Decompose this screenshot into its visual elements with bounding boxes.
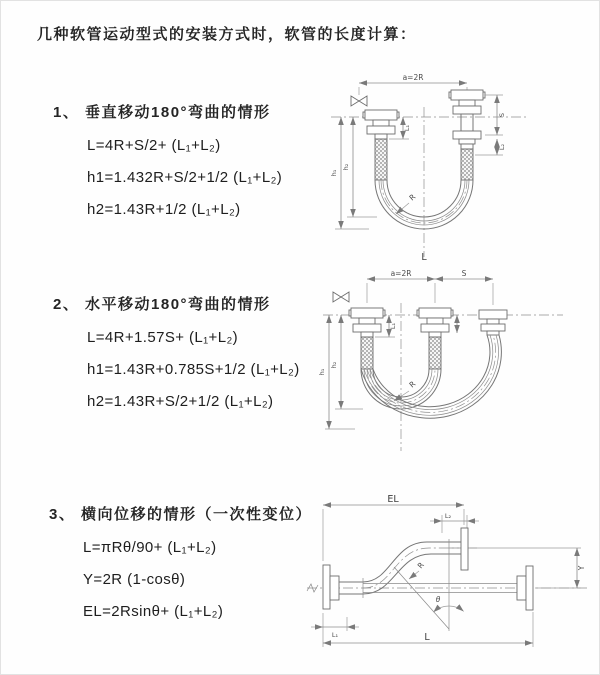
hose-s-curve [363, 542, 461, 594]
length-label: L [421, 252, 427, 263]
left-flange-fitting [349, 308, 385, 369]
dim-label-s: S [461, 269, 467, 278]
diagram-lateral-displacement [299, 491, 594, 656]
section-1-heading: 1、 垂直移动180°弯曲的情形 [53, 104, 271, 121]
formula-line: L=4R+1.57S+ (L₁+L₂) [87, 329, 239, 346]
dim-label-l2: L₂ [498, 143, 506, 151]
dim-label-h1: h₁ [330, 169, 338, 177]
section-2-heading: 2、 水平移动180°弯曲的情形 [53, 296, 271, 313]
dim-l1 [311, 617, 359, 639]
dim-h1 [318, 315, 355, 429]
formula-line: L=πRθ/90+ (L₁+L₂) [83, 539, 217, 556]
left-flange-fitting [323, 565, 363, 609]
dim-label-s: S [498, 112, 506, 118]
radius-label: R [407, 192, 418, 203]
diagram-vertical-180-bend [317, 71, 564, 263]
angle-construction [394, 539, 464, 631]
formula-line: L=4R+S/2+ (L₁+L₂) [87, 137, 221, 154]
dim-h1 [330, 117, 369, 229]
right-flange-fitting [449, 90, 485, 180]
formula-line: EL=2Rsinθ+ (L₁+L₂) [83, 603, 224, 620]
dim-label-l2: L₂ [444, 512, 452, 520]
radius-label: R [407, 379, 418, 390]
dim-l [323, 612, 533, 647]
dim-label-l1: L₁ [331, 631, 339, 639]
dim-el [323, 494, 464, 561]
dim-s [435, 269, 493, 279]
section-vertical-movement [53, 101, 353, 226]
section-2-formulas [53, 322, 353, 418]
valve-icon [351, 96, 367, 106]
angle-label: θ [435, 595, 441, 604]
dim-l2 [430, 512, 479, 535]
dim-l2 [475, 139, 506, 155]
dim-label-a2r: a=2R [390, 269, 412, 278]
formula-line: h2=1.43R+1/2 (L₁+L₂) [87, 201, 241, 218]
dim-label-l1: L₁ [389, 322, 397, 330]
dim-label-l: L [424, 632, 430, 643]
dim-label-h2: h₂ [330, 361, 338, 369]
dim-label-l1: L₁ [403, 124, 411, 132]
dim-label-h1: h₁ [318, 368, 326, 376]
dim-label-a2r: a=2R [402, 73, 424, 82]
dim-s [485, 95, 506, 135]
displaced-flange-fitting [479, 310, 507, 335]
section-horizontal-movement [53, 293, 353, 418]
valve-icon [333, 292, 349, 302]
dim-label-el: EL [387, 494, 399, 505]
dim-a2r [367, 269, 435, 279]
middle-flange-fitting [417, 308, 453, 369]
section-3-heading: 3、 横向位移的情形（一次性变位） [49, 506, 313, 523]
formula-line: Y=2R (1-cosθ) [83, 571, 186, 588]
formula-line: h1=1.432R+S/2+1/2 (L₁+L₂) [87, 169, 283, 186]
upper-right-flange [449, 528, 477, 570]
dim-label-h2: h₂ [342, 163, 350, 171]
radius-callout [396, 192, 417, 214]
formula-line: h2=1.43R+S/2+1/2 (L₁+L₂) [87, 393, 274, 410]
break-mark [307, 584, 318, 592]
radius-label: R [415, 560, 426, 571]
page-title: 几种软管运动型式的安装方式时，软管的长度计算： [37, 26, 417, 43]
radius-callout [409, 561, 426, 579]
diagram-horizontal-180-bend [311, 267, 573, 457]
formula-line: h1=1.43R+0.785S+1/2 (L₁+L₂) [87, 361, 300, 378]
left-flange-fitting [363, 110, 399, 180]
dim-label-y: Y [577, 565, 586, 571]
section-1-formulas [53, 130, 353, 226]
